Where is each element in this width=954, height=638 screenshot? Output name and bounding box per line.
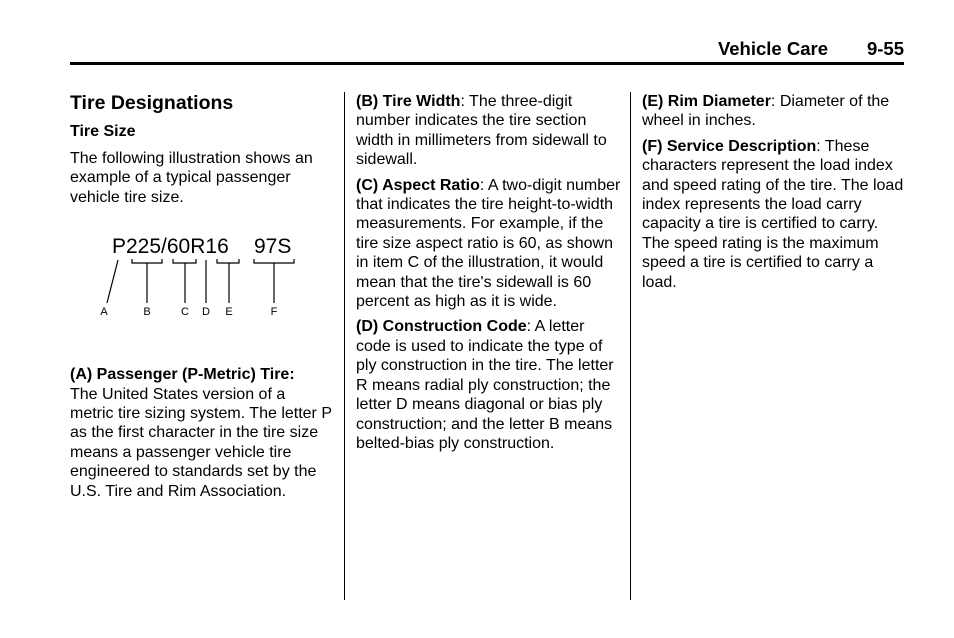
- definition-e-text: : Diameter of the wheel in inches.: [642, 93, 890, 130]
- term-e: (E) Rim Diameter: [642, 93, 771, 110]
- page-header: [70, 38, 904, 62]
- column-1: [70, 92, 332, 507]
- header-rule: [70, 62, 904, 65]
- label-c: C: [181, 306, 189, 316]
- column-3: [642, 92, 908, 298]
- definition-b: [356, 92, 622, 170]
- definition-b-text: : The three-digit number indicates the tire section width in millimeters from sidewall to sidewall.: [356, 93, 607, 169]
- column-divider: [630, 92, 631, 600]
- definition-f-text: : These characters represent the load index and speed rating of the tire. The load index represents the load carry capacity a tire is certified to carry. The speed rating is the maximum speed a tire is certified to carry a load.: [642, 137, 904, 291]
- label-leader-lines: [107, 259, 294, 303]
- term-f: (F) Service Description: [642, 137, 817, 155]
- column-2: [356, 92, 622, 459]
- definition-c-text: : A two-digit number that indicates the tire height-to-width measurements. For example, if the tire size aspect ratio is 60, as shown in item C of the illustration, it would mean that the tire's sidewall is 60 percent as high as it is wide.: [356, 176, 621, 311]
- term-d: (D) Construction Code: [356, 318, 527, 336]
- term-a: (A) Passenger (P-Metric) Tire: [70, 366, 290, 384]
- definition-d-text: : A letter code is used to indicate the type of ply construction in the tire. The letter R means radial ply construction; the letter D means diagonal or bias ply construction; and the letter B means belted-bias ply construction.: [356, 318, 614, 452]
- column-divider: [344, 92, 345, 600]
- definition-a-text: The United States version of a metric tire sizing system. The letter P as the first character in the tire size means a passenger vehicle tire engineered to standards set by the U.S. Tire and Rim Association.: [70, 385, 332, 500]
- tire-code-service: 97S: [254, 235, 292, 259]
- subheading: Tire Size: [70, 123, 136, 140]
- label-a: A: [100, 306, 108, 316]
- term-c: (C) Aspect Ratio: [356, 176, 480, 194]
- definition-e: [642, 92, 908, 131]
- definition-c: [356, 176, 622, 312]
- tire-size-diagram: [96, 231, 296, 315]
- section-heading: Tire Designations: [70, 92, 234, 114]
- intro-paragraph: The following illustration shows an example of a typical passenger vehicle tire size.: [70, 150, 313, 206]
- label-d: D: [202, 306, 210, 316]
- definition-d: [356, 317, 622, 453]
- term-b: (B) Tire Width: [356, 93, 461, 110]
- tire-code-main: P225/60R16: [112, 235, 229, 259]
- label-e: E: [225, 306, 233, 316]
- section-title: Vehicle Care: [717, 38, 828, 59]
- tire-size-illustration: [70, 231, 332, 339]
- page-number: 9-55: [866, 38, 904, 59]
- label-f: F: [270, 306, 278, 316]
- definition-f: [642, 137, 908, 292]
- definition-a: (A) Passenger (P-Metric) Tire: The United States version of a metric tire sizing system. The letter P as the first character in the tire size means a passenger vehicle tire engineered to standards set by the U.S. Tire and Rim Association.: [70, 366, 332, 500]
- label-b: B: [143, 306, 151, 316]
